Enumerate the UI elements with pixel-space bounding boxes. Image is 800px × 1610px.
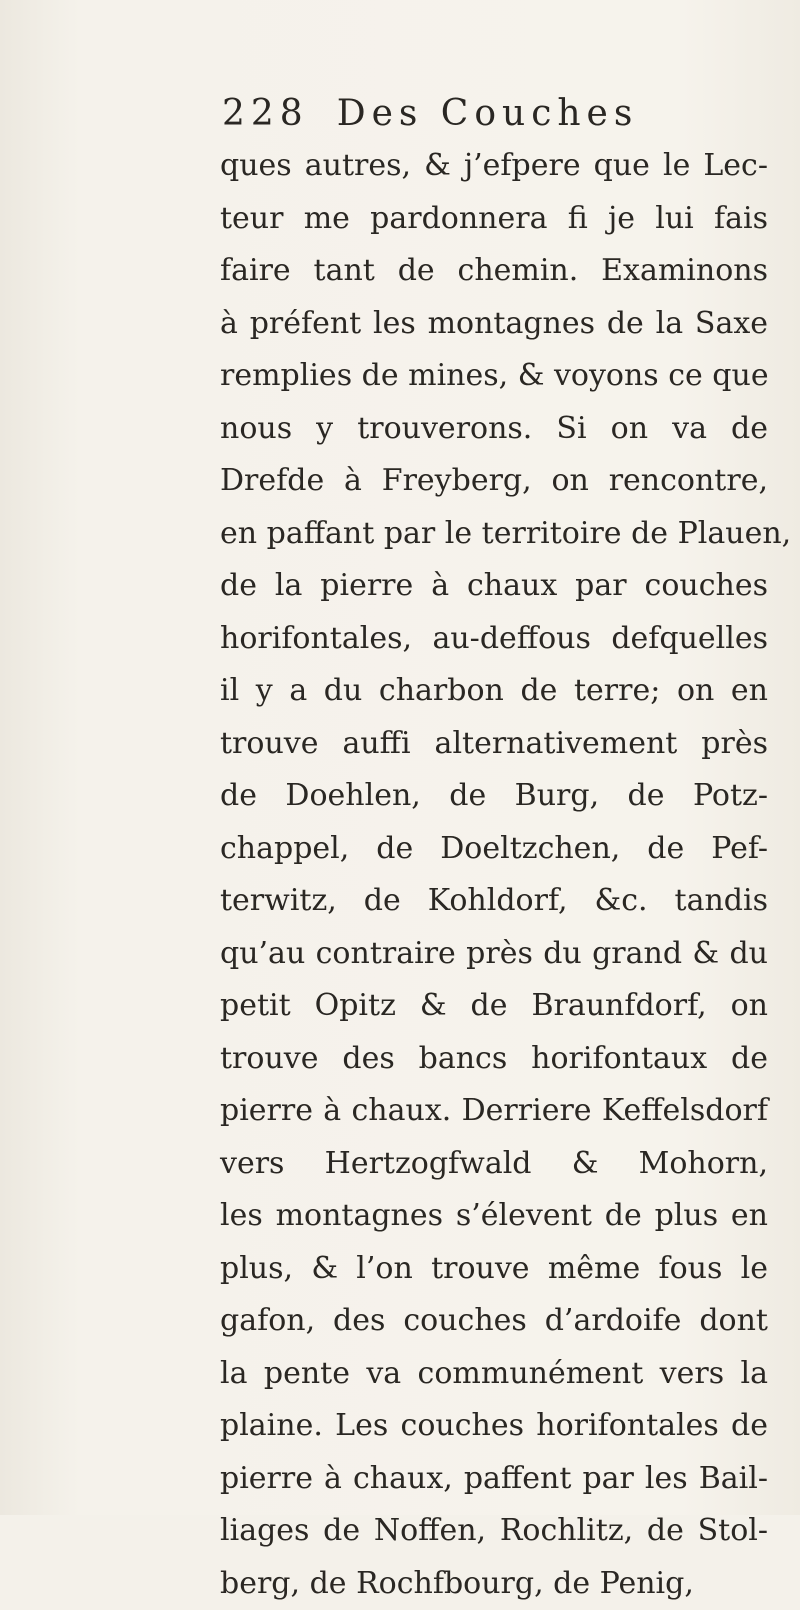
- text-line: trouve des bancs horifontaux de: [220, 1033, 768, 1086]
- text-line: qu’au contraire près du grand & du: [220, 928, 768, 981]
- text-line: gafon, des couches d’ardoife dont: [220, 1295, 768, 1348]
- text-line: petit Opitz & de Braunfdorf, on: [220, 980, 768, 1033]
- text-line: les montagnes s’élevent de plus en: [220, 1190, 768, 1243]
- text-line: il y a du charbon de terre; on en: [220, 665, 768, 718]
- text-line: berg, de Rochfbourg, de Penig,: [220, 1558, 768, 1610]
- text-line: nous y trouverons. Si on va de: [220, 403, 768, 456]
- text-line: liages de Noffen, Rochlitz, de Stol-: [220, 1505, 768, 1558]
- text-line: remplies de mines, & voyons ce que: [220, 350, 768, 403]
- text-line: horifontales, au-deffous defquelles: [220, 613, 768, 666]
- text-line: de Doehlen, de Burg, de Potz-: [220, 770, 768, 823]
- text-line: vers Hertzogfwald & Mohorn,: [220, 1138, 768, 1191]
- text-line: en paffant par le territoire de Plauen,: [220, 508, 768, 561]
- text-line: trouve auffi alternativement près: [220, 718, 768, 771]
- text-line: à préfent les montagnes de la Saxe: [220, 298, 768, 351]
- text-line: pierre à chaux, paffent par les Bail-: [220, 1453, 768, 1506]
- text-line: la pente va communément vers la: [220, 1348, 768, 1401]
- text-line: chappel, de Doeltzchen, de Pef-: [220, 823, 768, 876]
- running-title: Des Couches: [337, 93, 639, 134]
- text-line: faire tant de chemin. Examinons: [220, 245, 768, 298]
- text-line: teur me pardonnera fi je lui fais: [220, 193, 768, 246]
- running-head: [222, 88, 762, 140]
- text-line: terwitz, de Kohldorf, &c. tandis: [220, 875, 768, 928]
- body-text: [220, 140, 768, 1610]
- text-line: pierre à chaux. Derriere Keffelsdorf: [220, 1085, 768, 1138]
- text-line: plus, & l’on trouve même fous le: [220, 1243, 768, 1296]
- text-line: de la pierre à chaux par couches: [220, 560, 768, 613]
- text-line: Drefde à Freyberg, on rencontre,: [220, 455, 768, 508]
- page-number: 228: [222, 93, 309, 134]
- text-line: ques autres, & j’efpere que le Lec-: [220, 140, 768, 193]
- text-line: plaine. Les couches horifontales de: [220, 1400, 768, 1453]
